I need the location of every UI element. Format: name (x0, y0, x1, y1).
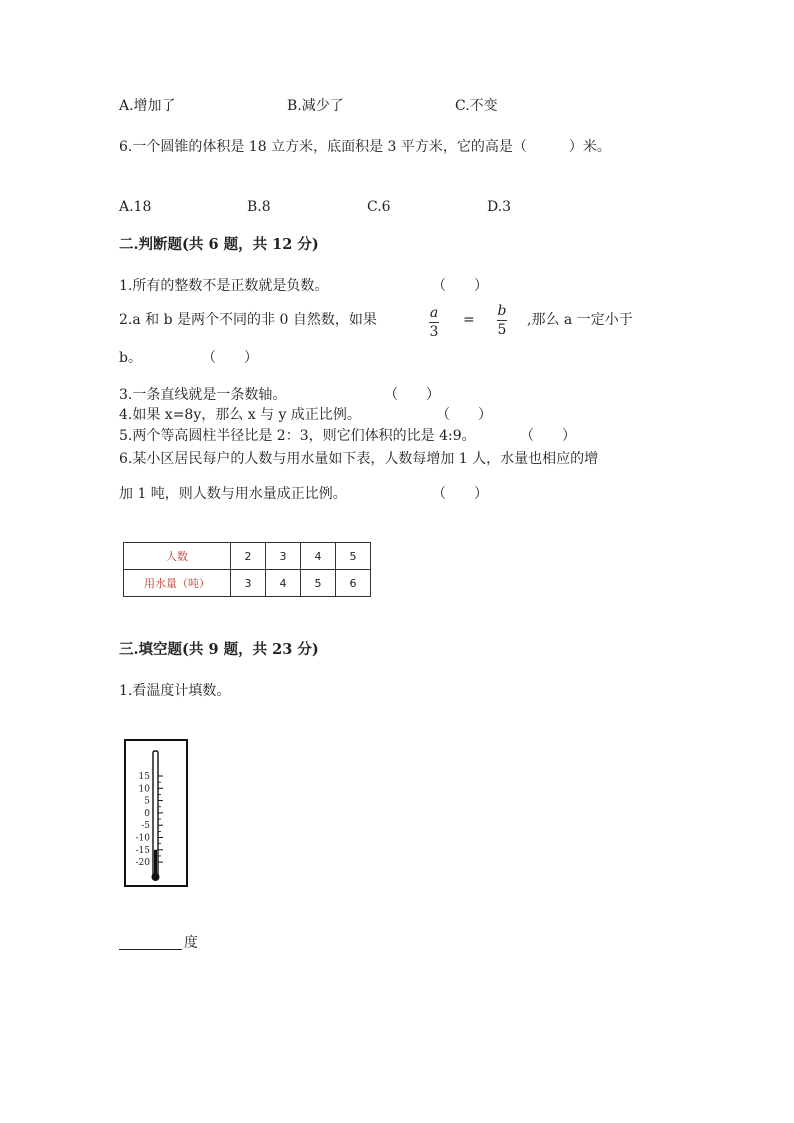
equals-sign: = (463, 312, 475, 328)
row-header-water: 用水量（吨） (124, 570, 231, 597)
table-row (124, 543, 371, 570)
answer-blank[interactable] (119, 949, 182, 950)
fraction-b-over-5 (494, 304, 510, 337)
judge-q2-cont: b。 (119, 350, 142, 366)
answer-unit: 度 (184, 935, 198, 951)
judge-q6-line2: 加 1 吨，则人数与用水量成正比例。 (119, 486, 347, 502)
thermometer-figure (124, 739, 188, 887)
fraction-bar (429, 322, 439, 323)
thermometer-tick-label: 10 (138, 784, 150, 795)
q6-option-d: D.3 (487, 199, 512, 215)
judge-q4-paren: （ ） (436, 407, 492, 423)
judge-q3: 3.一条直线就是一条数轴。 (119, 387, 287, 403)
fill-q1: 1.看温度计填数。 (119, 683, 231, 699)
section3-title: 三.填空题(共 9 题，共 23 分) (119, 641, 319, 658)
q5-option-c: C.不变 (455, 98, 498, 114)
fraction-numerator: a (429, 305, 439, 321)
thermometer-tick-label: -20 (135, 858, 150, 869)
mercury-column (154, 850, 157, 877)
thermometer-tick-label: 5 (144, 796, 150, 807)
table-cell: 3 (231, 570, 266, 597)
thermometer-tick-label: 0 (144, 808, 150, 819)
fraction-denominator: 3 (429, 324, 439, 340)
table-cell: 4 (266, 570, 301, 597)
row-header-people: 人数 (124, 543, 231, 570)
judge-q2-prefix: 2.a 和 b 是两个不同的非 0 自然数，如果 (119, 312, 377, 328)
judge-q1: 1.所有的整数不是正数就是负数。 (119, 278, 329, 294)
q5-option-b: B.减少了 (287, 98, 344, 114)
table-row (124, 570, 371, 597)
table-cell: 2 (231, 543, 266, 570)
people-water-table (123, 542, 371, 597)
thermometer-tick-label: -15 (135, 845, 150, 856)
table-cell: 4 (301, 543, 336, 570)
fraction-bar (497, 320, 507, 321)
judge-q2-suffix: ,那么 a 一定小于 (527, 312, 633, 328)
thermometer-bulb (152, 873, 160, 881)
judge-q6-paren: （ ） (432, 486, 488, 502)
q6-option-c: C.6 (367, 199, 391, 215)
thermometer-icon (126, 741, 186, 885)
judge-q6-line1: 6.某小区居民每户的人数与用水量如下表，人数每增加 1 人，水量也相应的增 (119, 451, 599, 467)
thermometer-tick-label: 15 (138, 772, 150, 782)
judge-q1-paren: （ ） (432, 278, 488, 294)
q6-text: 6.一个圆锥的体积是 18 立方米，底面积是 3 平方米，它的高是（ ）米。 (119, 139, 611, 155)
section2-title: 二.判断题(共 6 题，共 12 分) (119, 236, 319, 253)
q5-option-a: A.增加了 (119, 98, 176, 114)
table-cell: 3 (266, 543, 301, 570)
thermometer-tick-label: -5 (141, 821, 150, 832)
q6-option-b: B.8 (247, 199, 271, 215)
thermometer-tick-label: -10 (135, 833, 150, 844)
table-cell: 5 (336, 543, 371, 570)
judge-q5: 5.两个等高圆柱半径比是 2：3，则它们体积的比是 4:9。 (119, 428, 476, 444)
fraction-denominator: 5 (497, 322, 507, 338)
judge-q3-paren: （ ） (384, 387, 440, 403)
judge-q5-paren: （ ） (520, 428, 576, 444)
table-cell: 6 (336, 570, 371, 597)
judge-q4: 4.如果 x=8y，那么 x 与 y 成正比例。 (119, 407, 361, 423)
judge-q2-paren: （ ） (202, 350, 258, 366)
q6-option-a: A.18 (119, 199, 152, 215)
fraction-a-over-3 (426, 306, 442, 339)
table-cell: 5 (301, 570, 336, 597)
fraction-numerator: b (497, 303, 507, 319)
